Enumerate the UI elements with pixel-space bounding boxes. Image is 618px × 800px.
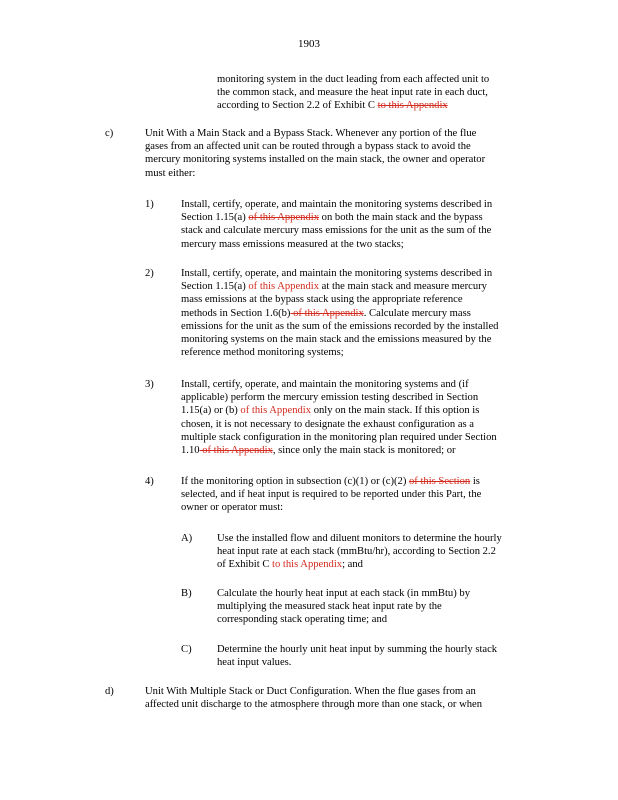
inserted-text: of this Appendix [240, 405, 312, 417]
subsection-label-c: c) [105, 128, 114, 139]
text-line: heat input values. [217, 657, 292, 669]
subsection-d-text [145, 685, 482, 711]
text-line: owner or operator must: [181, 502, 284, 514]
item-C-text [217, 643, 497, 669]
item-4-text [181, 475, 481, 515]
text-line: Section 1.15(a) of this Appendix on both the main stack and the bypass [181, 212, 483, 224]
text-line: mercury mass emissions measured at the two stacks; [181, 238, 404, 250]
text-line: stack and calculate mercury mass emissions for the unit as the sum of the [181, 225, 492, 237]
text-line: methods in Section 1.6(b) of this Appendix. Calculate mercury mass [181, 307, 471, 319]
inserted-text: of this Appendix [248, 281, 319, 293]
item-label-1: 1) [145, 199, 154, 210]
text-line: must either: [145, 167, 196, 179]
item-label-3: 3) [145, 379, 154, 390]
inserted-text: to this Appendix [272, 559, 343, 571]
text-line: mercury monitoring systems installed on the main stack, the owner and operator [145, 154, 486, 166]
page-number: 1903 [298, 38, 320, 50]
text-line: corresponding stack operating time; and [217, 614, 388, 626]
text-line: reference method monitoring systems; [181, 347, 344, 359]
text-line: gases from an affected unit can be routed through a bypass stack to avoid the [145, 141, 471, 153]
text-line: affected unit discharge to the atmosphere through more than one stack, or when [145, 699, 483, 711]
item-2-text [181, 267, 498, 359]
text-line: chosen, it is not necessary to designate the exhaust configuration as a [181, 418, 475, 430]
text-line: monitoring systems on the main stack and the emissions measured by the [181, 334, 492, 346]
text-line: according to Section 2.2 of Exhibit C to this Appendix [217, 100, 448, 112]
subsection-c-text [145, 127, 485, 180]
deleted-text: of this Section [409, 476, 471, 487]
deleted-text: of this Appendix [290, 307, 364, 319]
text-line: multiplying the measured stack heat input rate by the [217, 601, 442, 613]
text-line: Install, certify, operate, and maintain the monitoring systems described in [181, 199, 493, 210]
deleted-text: to this Appendix [377, 100, 448, 112]
text-line: Section 1.15(a) of this Appendix at the main stack and measure mercury [181, 281, 487, 293]
text-line: If the monitoring option in subsection (c)(1) or (c)(2) of this Section is [181, 476, 480, 487]
text-line: of Exhibit C to this Appendix; and [217, 559, 363, 571]
text-line: Install, certify, operate, and maintain the monitoring systems described in [181, 268, 493, 279]
item-B-text [217, 587, 470, 627]
text-line: emissions for the unit as the sum of the emissions recorded by the installed [181, 320, 499, 332]
item-label-2: 2) [145, 268, 154, 279]
text-line: heat input rate at each stack (mmBtu/hr), according to Section 2.2 [217, 546, 496, 558]
item-label-B: B) [181, 588, 192, 599]
text-line: 1.15(a) or (b) of this Appendix only on the main stack. If this option is [181, 405, 480, 417]
item-label-C: C) [181, 644, 192, 655]
subsection-label-d: d) [105, 686, 114, 697]
item-label-A: A) [181, 533, 193, 544]
item-A-text [217, 532, 502, 572]
text-line: multiple stack configuration in the monitoring plan required under Section [181, 431, 497, 443]
text-line: Unit With Multiple Stack or Duct Configuration. When the flue gases from an [145, 686, 476, 697]
text-line: Use the installed flow and diluent monitors to determine the hourly [217, 533, 502, 544]
text-line: selected, and if heat input is required to be reported under this Part, the [181, 489, 482, 501]
text-line: Calculate the hourly heat input at each stack (in mmBtu) by [217, 588, 470, 599]
text-line: 1.10 of this Appendix, since only the main stack is monitored; or [181, 445, 456, 457]
text-line: the common stack, and measure the heat input rate in each duct, [217, 87, 488, 99]
continuation-paragraph [217, 73, 489, 113]
item-label-4: 4) [145, 476, 154, 487]
text-line: Determine the hourly unit heat input by summing the hourly stack [217, 644, 498, 655]
text-line: Unit With a Main Stack and a Bypass Stack. Whenever any portion of the flue [145, 128, 477, 139]
deleted-text: of this Appendix [199, 445, 273, 457]
text-line: Install, certify, operate, and maintain the monitoring systems and (if [181, 379, 469, 390]
item-3-text [181, 378, 497, 457]
text-line: monitoring system in the duct leading from each affected unit to [217, 74, 490, 85]
text-line: mass emissions at the bypass stack using the appropriate reference [181, 294, 463, 306]
text-line: applicable) perform the mercury emission testing described in Section [181, 392, 479, 404]
item-1-text [181, 198, 492, 251]
deleted-text: of this Appendix [248, 212, 319, 224]
